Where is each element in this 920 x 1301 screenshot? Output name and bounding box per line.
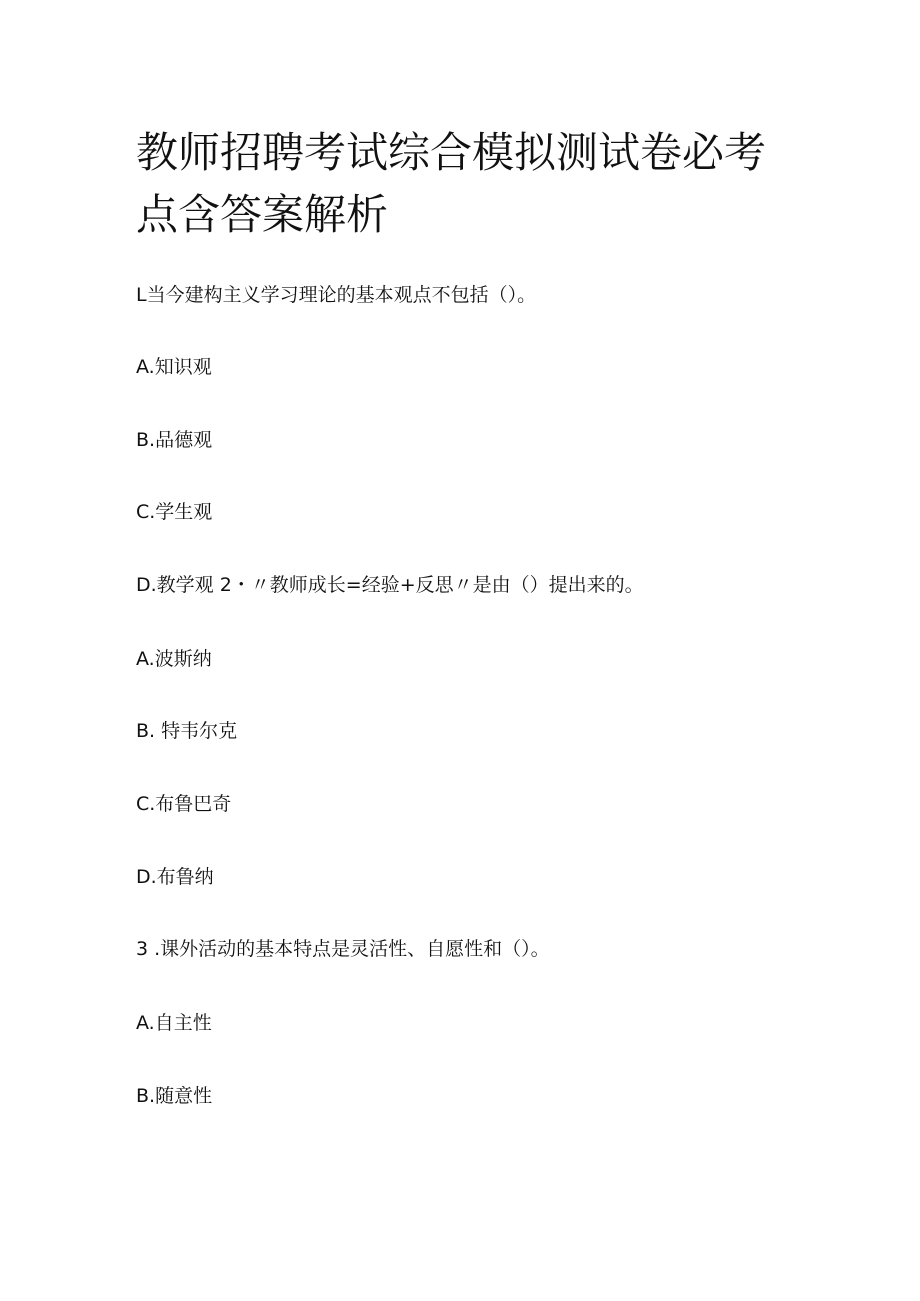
- question-2-option-b: B. 特韦尔克: [136, 720, 238, 742]
- question-1: L当今建构主义学习理论的基本观点不包括（）。: [136, 284, 537, 306]
- question-2-option-a: A.波斯纳: [136, 648, 212, 670]
- document-title: [136, 122, 796, 246]
- title-line-2: 点含答案解析: [136, 190, 389, 239]
- question-1-option-c: C.学生观: [136, 501, 213, 523]
- title-line-1: 教师招聘考试综合模拟测试卷必考: [136, 128, 767, 177]
- question-2-option-c: C.布鲁巴奇: [136, 793, 232, 815]
- question-3-option-b: B.随意性: [136, 1085, 213, 1107]
- question-1-option-b: B.品德观: [136, 429, 213, 451]
- question-3: 3 .课外活动的基本特点是灵活性、自愿性和（）。: [136, 938, 550, 960]
- question-1-option-d-and-question-2: D.教学观 2・〃教师成长=经验+反思〃是由（）提出来的。: [136, 574, 644, 596]
- question-1-option-a: A.知识观: [136, 356, 212, 378]
- question-2-option-d: D.布鲁纳: [136, 866, 214, 888]
- question-3-option-a: A.自主性: [136, 1012, 212, 1034]
